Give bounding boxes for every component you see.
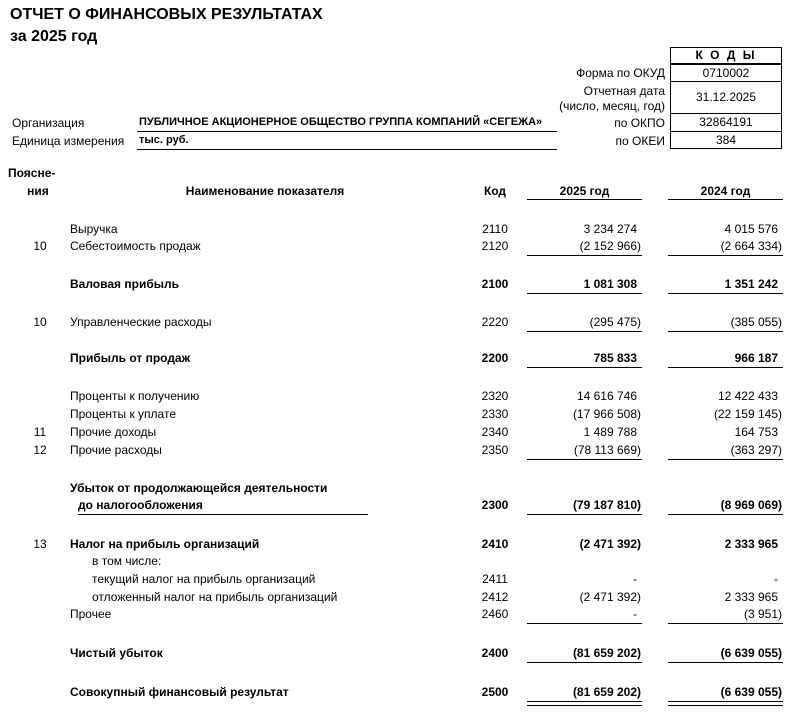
row-code: 2110 <box>482 222 508 236</box>
row-underline <box>668 367 783 368</box>
org-label: Организация <box>12 116 85 130</box>
row-value-2024: (22 159 145) <box>713 407 782 421</box>
col-2024: 2024 год <box>700 184 751 198</box>
row-code: 2200 <box>481 351 509 365</box>
row-name: Проценты к уплате <box>70 407 176 421</box>
col-2025-underline <box>527 199 642 200</box>
row-value-2025: (2 471 392) <box>579 590 641 604</box>
okpo-label: по ОКПО <box>614 116 665 130</box>
row-note: 11 <box>33 425 47 439</box>
row-underline <box>668 459 783 460</box>
okud-label: Форма по ОКУД <box>576 66 665 80</box>
date-label-2: (число, месяц, год) <box>559 99 665 113</box>
row-value-2025: 1 081 308 <box>583 277 637 291</box>
row-code: 2120 <box>481 239 509 253</box>
row-name: Выручка <box>70 222 118 236</box>
row-value-2024: (6 639 055) <box>720 646 782 660</box>
col-name: Наименование показателя <box>185 184 345 198</box>
row-code: 2500 <box>481 685 509 699</box>
row-value-2024: 966 187 <box>734 351 778 365</box>
codes-header: К О Д Ы <box>670 47 782 64</box>
row-underline <box>527 662 642 663</box>
col-note-1: Поясне- <box>8 166 56 180</box>
row-name: Себестоимость продаж <box>70 239 201 253</box>
col-2025: 2025 год <box>559 184 610 198</box>
row-code: 2330 <box>481 407 509 421</box>
row-code: 2411 <box>482 572 508 586</box>
row-name: текущий налог на прибыль организаций <box>92 572 316 586</box>
row-code: 2320 <box>481 389 509 403</box>
row-underline <box>668 662 783 663</box>
row-underline <box>527 514 642 515</box>
row-value-2024: 4 015 576 <box>724 222 778 236</box>
col-2024-underline <box>668 199 783 200</box>
okei-code: 384 <box>670 131 782 149</box>
row-name: Проценты к получению <box>70 389 200 403</box>
row-note: 10 <box>33 239 47 253</box>
row-double-underline <box>668 701 783 706</box>
row-value-2024: 1 351 242 <box>724 277 778 291</box>
okud-code: 0710002 <box>670 64 782 82</box>
row-value-2024: (6 639 055) <box>720 685 782 699</box>
row-value-2025: (81 659 202) <box>572 685 641 699</box>
row-value-2025: (79 187 810) <box>572 498 641 512</box>
row-name: Налог на прибыль организаций <box>70 537 260 551</box>
row-underline <box>78 514 368 515</box>
row-value-2025: (81 659 202) <box>572 646 641 660</box>
row-note: 10 <box>33 315 47 329</box>
row-underline <box>527 331 642 332</box>
row-underline <box>527 459 642 460</box>
row-value-2025: 14 616 746 <box>576 389 637 403</box>
row-double-underline <box>527 701 642 706</box>
row-name: Чистый убыток <box>70 646 163 660</box>
col-note-2: ния <box>27 184 49 198</box>
unit-underline <box>137 149 557 150</box>
row-underline <box>527 255 642 256</box>
row-value-2024: (363 297) <box>730 443 782 457</box>
row-value-2025: (2 471 392) <box>579 537 641 551</box>
row-code: 2412 <box>481 590 509 604</box>
row-value-2024: 2 333 965 <box>724 537 778 551</box>
row-code: 2100 <box>481 277 509 291</box>
row-value-2025: 785 833 <box>593 351 637 365</box>
row-value-2025: (17 966 508) <box>572 407 641 421</box>
row-code: 2300 <box>481 498 509 512</box>
row-underline <box>668 623 783 624</box>
row-code: 2220 <box>481 315 509 329</box>
row-code: 2340 <box>481 425 509 439</box>
row-underline <box>527 623 642 624</box>
row-value-2025: (78 113 669) <box>573 443 641 457</box>
row-value-2024: (8 969 069) <box>720 498 782 512</box>
row-note: 12 <box>33 443 47 457</box>
row-name: Валовая прибыль <box>70 277 179 291</box>
date-label-1: Отчетная дата <box>583 84 665 98</box>
okei-label: по ОКЕИ <box>615 134 665 148</box>
row-code: 2410 <box>481 537 509 551</box>
row-value-2025: - <box>633 607 637 621</box>
row-name: Прочее <box>70 607 112 621</box>
row-value-2024: (385 055) <box>730 315 782 329</box>
row-underline <box>668 514 783 515</box>
row-name: Убыток от продолжающейся деятельности <box>70 481 328 495</box>
row-underline <box>668 331 783 332</box>
row-value-2025: (2 152 966) <box>579 239 641 253</box>
report-period: за 2025 год <box>10 28 98 45</box>
row-value-2025: 1 489 788 <box>583 425 637 439</box>
row-underline <box>527 293 642 294</box>
row-value-2024: (3 951) <box>743 607 782 621</box>
row-value-2025: - <box>633 572 637 586</box>
row-note: 13 <box>33 537 47 551</box>
row-name: Прибыль от продаж <box>70 351 191 365</box>
row-underline <box>668 255 783 256</box>
row-value-2025: 3 234 274 <box>583 222 637 236</box>
col-code: Код <box>483 184 507 198</box>
row-name: Прочие доходы <box>70 425 157 439</box>
row-name-continued: до налогообложения <box>78 498 203 512</box>
report-title: ОТЧЕТ О ФИНАНСОВЫХ РЕЗУЛЬТАТАХ <box>10 6 323 23</box>
row-name: Управленческие расходы <box>70 315 212 329</box>
row-value-2024: 2 333 965 <box>724 590 778 604</box>
row-value-2025: (295 475) <box>589 315 641 329</box>
row-name: отложенный налог на прибыль организаций <box>92 590 338 604</box>
row-name: Прочие расходы <box>70 443 162 457</box>
row-value-2024: - <box>774 572 778 586</box>
org-underline <box>137 131 557 132</box>
row-value-2024: (2 664 334) <box>720 239 782 253</box>
row-name: в том числе: <box>92 554 162 568</box>
okpo-code: 32864191 <box>670 113 782 132</box>
unit-value: тыс. руб. <box>139 134 189 146</box>
unit-label: Единица измерения <box>12 134 125 148</box>
row-code: 2350 <box>481 443 509 457</box>
row-name: Совокупный финансовый результат <box>70 685 289 699</box>
row-value-2024: 164 753 <box>734 425 778 439</box>
report-date: 31.12.2025 <box>670 81 782 114</box>
row-code: 2400 <box>481 646 509 660</box>
row-value-2024: 12 422 433 <box>717 389 778 403</box>
row-underline <box>527 367 642 368</box>
org-name: ПУБЛИЧНОЕ АКЦИОНЕРНОЕ ОБЩЕСТВО ГРУППА КОМПАНИЙ «СЕГЕЖА» <box>139 116 543 128</box>
row-code: 2460 <box>481 607 509 621</box>
row-underline <box>668 293 783 294</box>
